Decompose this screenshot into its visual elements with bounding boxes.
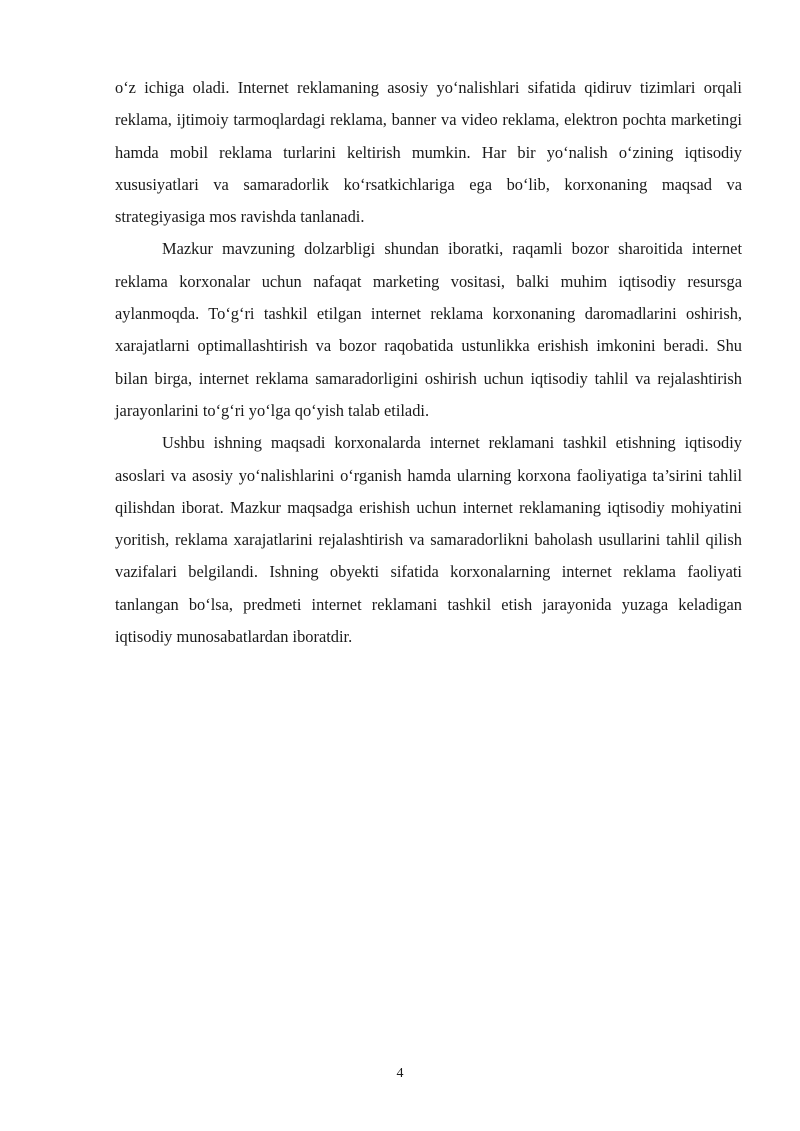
paragraph-relevance: Mazkur mavzuning dolzarbligi shundan iboratki, raqamli bozor sharoitida internet reklama korxonalar uchun nafaqat marketing vositasi, balki muhim iqtisodiy resursga aylanmoqda. To‘g‘ri tashkil etilgan internet reklama korxonaning daromadlarini oshirish, xarajatlarni optimallashtirish va bozor raqobatida ustunlikka erishish imkonini beradi. Shu bilan birga, internet reklama samaradorligini oshirish uchun iqtisodiy tahlil va rejalashtirish jarayonlarini to‘g‘ri yo‘lga qo‘yish talab etiladi. xyxy=(115,239,742,420)
page-number: 4 xyxy=(396,1066,404,1081)
paragraph-objective: Ushbu ishning maqsadi korxonalarda internet reklamani tashkil etishning iqtisodiy asoslari va asosiy yo‘nalishlarini o‘rganish hamda ularning korxona faoliyatiga ta’sirini tahlil qilishdan iborat. Mazkur maqsadga erishish uchun internet reklamaning iqtisodiy mohiyatini yoritish, reklama xarajatlarini rejalashtirish va samaradorlikni baholash usullarini tahlil qilish vazifalari belgilandi. Ishning obyekti sifatida korxonalarning internet reklama faoliyati tanlangan bo‘lsa, predmeti internet reklamani tashkil etish jarayonida yuzaga keladigan iqtisodiy munosabatlardan iboratdir. xyxy=(115,433,742,647)
body-text xyxy=(115,72,742,653)
paragraph-continuation: o‘z ichiga oladi. Internet reklamaning asosiy yo‘nalishlari sifatida qidiruv tizimlari orqali reklama, ijtimoiy tarmoqlardagi reklama, banner va video reklama, elektron pochta marketingi hamda mobil reklama turlarini keltirish mumkin. Har bir yo‘nalish o‘zining iqtisodiy xususiyatlari va samaradorlik ko‘rsatkichlariga ega bo‘lib, korxonaning maqsad va strategiyasiga mos ravishda tanlanadi. xyxy=(115,78,742,227)
